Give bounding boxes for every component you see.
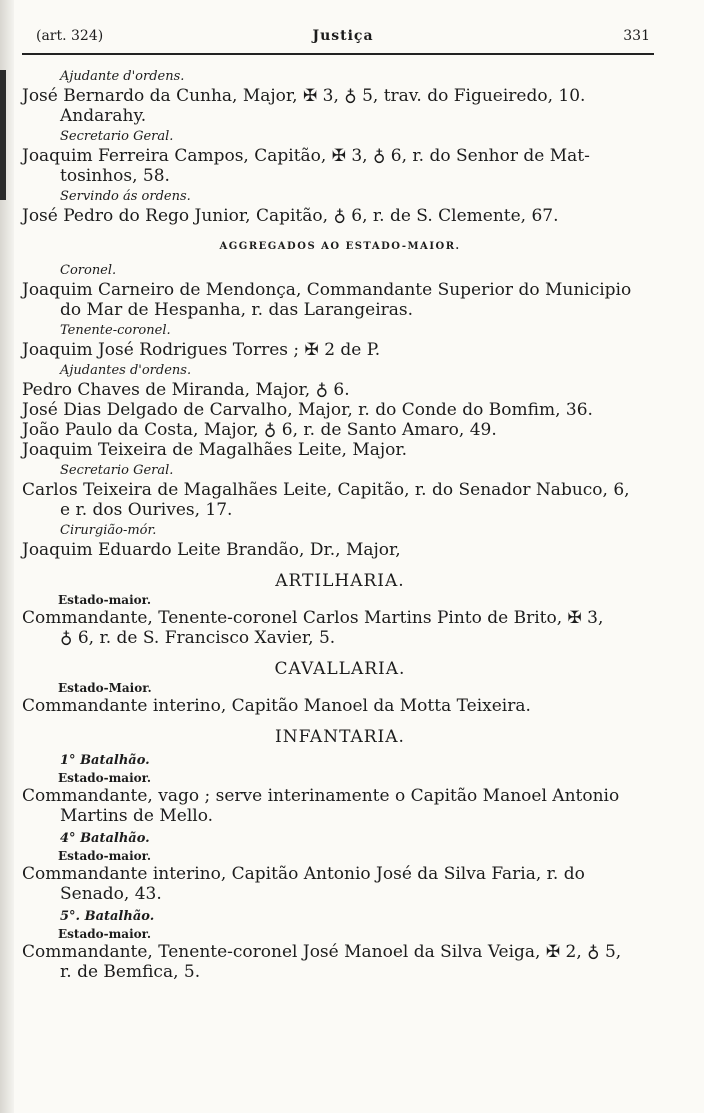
entry-line: Joaquim Teixeira de Magalhães Leite, Major. bbox=[22, 440, 408, 460]
section-title-cavallaria: CAVALLARIA. bbox=[274, 659, 406, 679]
role-heading: Ajudantes d'ordens. bbox=[60, 363, 192, 378]
entry-line: Commandante interino, Capitão Manoel da Motta Teixeira. bbox=[22, 696, 531, 716]
subsection-label: Estado-Maior. bbox=[58, 681, 152, 695]
battalion-heading: 4° Batalhão. bbox=[60, 831, 150, 846]
section-title-artilharia: ARTILHARIA. bbox=[275, 571, 405, 591]
subsection-label: Estado-maior. bbox=[58, 927, 152, 941]
entry-line: Commandante, Tenente-coronel Carlos Martins Pinto de Brito, ✠ 3, bbox=[22, 608, 604, 628]
role-heading: Cirurgião-mór. bbox=[60, 523, 157, 538]
entry-line: Joaquim José Rodrigues Torres ; ✠ 2 de P. bbox=[22, 340, 381, 360]
role-heading: Servindo ás ordens. bbox=[60, 189, 191, 204]
page-body bbox=[22, 66, 658, 982]
entry-line: Carlos Teixeira de Magalhães Leite, Capitão, r. do Senador Nabuco, 6, bbox=[22, 480, 630, 500]
battalion-heading: 5°. Batalhão. bbox=[60, 909, 155, 924]
subsection-label: Estado-maior. bbox=[58, 593, 152, 607]
role-heading: Ajudante d'ordens. bbox=[60, 69, 185, 84]
page-number: 331 bbox=[623, 28, 650, 44]
entry-line: Commandante, Tenente-coronel José Manoel da Silva Veiga, ✠ 2, ♁ 5, bbox=[22, 942, 622, 962]
role-heading: Tenente-coronel. bbox=[60, 323, 171, 338]
entry-line: ♁ 6, r. de S. Francisco Xavier, 5. bbox=[60, 628, 336, 648]
entry-line: Joaquim Eduardo Leite Brandão, Dr., Major, bbox=[22, 540, 401, 560]
entry-line: José Dias Delgado de Carvalho, Major, r. do Conde do Bomfim, 36. bbox=[22, 400, 593, 420]
entry-line: Pedro Chaves de Miranda, Major, ♁ 6. bbox=[22, 380, 350, 400]
entry-line: r. de Bemfica, 5. bbox=[60, 962, 201, 982]
entry-line: e r. dos Ourives, 17. bbox=[60, 500, 233, 520]
section-subheading: AGGREGADOS AO ESTADO-MAIOR. bbox=[219, 241, 461, 252]
entry-line: Andarahy. bbox=[60, 106, 147, 126]
entry-line: Joaquim Ferreira Campos, Capitão, ✠ 3, ♁ 6, r. do Senhor de Mat- bbox=[22, 146, 590, 166]
section-title-infantaria: INFANTARIA. bbox=[275, 727, 405, 747]
entry-line: Commandante, vago ; serve interinamente o Capitão Manoel Antonio bbox=[22, 786, 620, 806]
binding-mark bbox=[0, 70, 6, 200]
header-title: Justiça bbox=[312, 28, 374, 44]
entry-line: Commandante interino, Capitão Antonio José da Silva Faria, r. do bbox=[22, 864, 585, 884]
subsection-label: Estado-maior. bbox=[58, 771, 152, 785]
entry-line: José Bernardo da Cunha, Major, ✠ 3, ♁ 5, trav. do Figueiredo, 10. bbox=[22, 86, 586, 106]
role-heading: Secretario Geral. bbox=[60, 463, 174, 478]
entry-line: Martins de Mello. bbox=[60, 806, 214, 826]
page-header bbox=[34, 28, 652, 54]
subsection-label: Estado-maior. bbox=[58, 849, 152, 863]
entry-line: Joaquim Carneiro de Mendonça, Commandante Superior do Municipio bbox=[22, 280, 632, 300]
header-rule bbox=[22, 53, 654, 55]
battalion-heading: 1° Batalhão. bbox=[60, 753, 150, 768]
header-article-ref: (art. 324) bbox=[36, 28, 104, 44]
entry-line: José Pedro do Rego Junior, Capitão, ♁ 6, r. de S. Clemente, 67. bbox=[22, 206, 559, 226]
entry-line: do Mar de Hespanha, r. das Larangeiras. bbox=[60, 300, 414, 320]
entry-line: tosinhos, 58. bbox=[60, 166, 170, 186]
role-heading: Secretario Geral. bbox=[60, 129, 174, 144]
entry-line: Senado, 43. bbox=[60, 884, 162, 904]
role-heading: Coronel. bbox=[60, 263, 117, 278]
entry-line: João Paulo da Costa, Major, ♁ 6, r. de Santo Amaro, 49. bbox=[22, 420, 497, 440]
